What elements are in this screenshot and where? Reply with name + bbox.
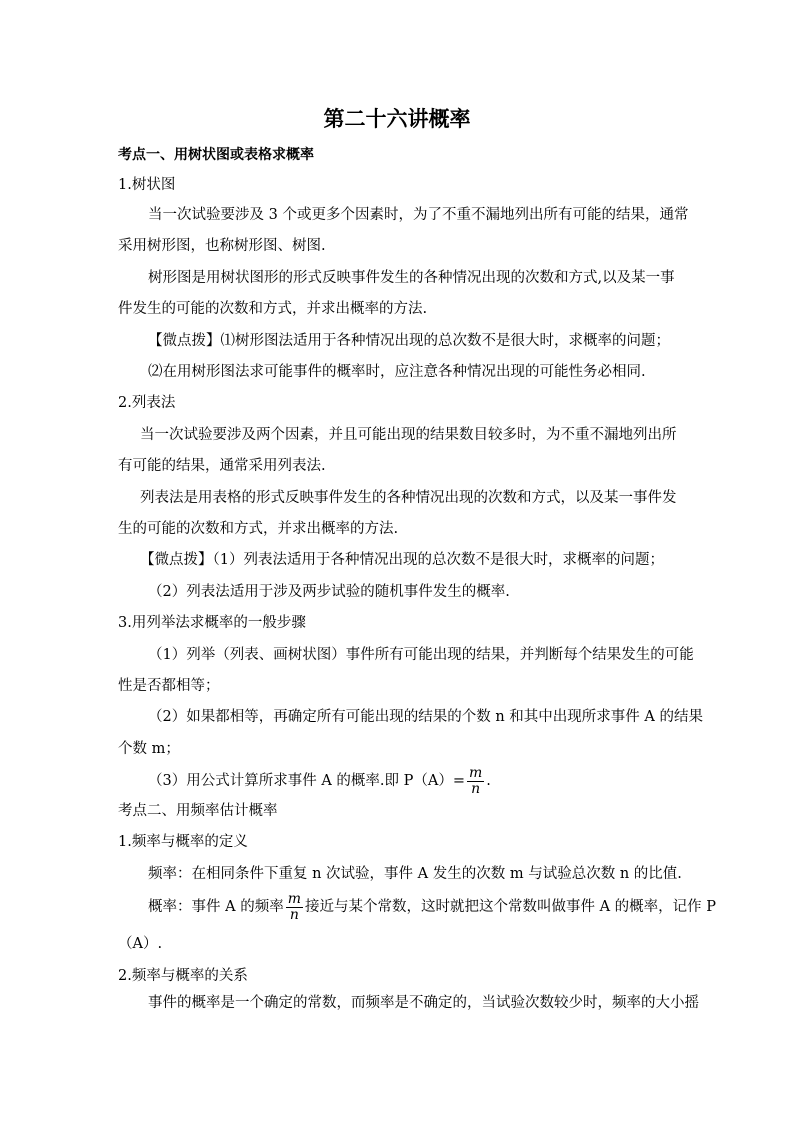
paragraph-line: 性是否都相等； [118,678,220,694]
fraction-m-over-n [286,892,303,923]
paragraph-line: 频率：在相同条件下重复 n 次试验，事件 A 发生的次数 m 与试验总次数 n 的比值. [148,866,682,882]
paragraph-line: 件发生的可能的次数和方式，并求出概率的方法. [118,301,428,317]
subheading-general-steps: 3.用列举法求概率的一般步骤 [118,615,306,631]
subheading-relationship: 2.频率与概率的关系 [118,968,248,984]
paragraph-line: 有可能的结果，通常采用列表法. [118,458,326,474]
paragraph-line: 当一次试验要涉及两个因素，并且可能出现的结果数目较多时，为不重不漏地列出所 [140,427,677,443]
subheading-definitions: 1.频率与概率的定义 [118,834,248,850]
paragraph-line: 个数 m； [118,741,180,757]
tip-line: 【微点拨】⑴树形图法适用于各种情况出现的总次数不是很大时，求概率的问题； [148,333,670,349]
paragraph-line: （1）列举（列表、画树状图）事件所有可能出现的结果，并判断每个结果发生的可能 [148,647,694,663]
paragraph-line: 采用树形图，也称树形图、树图. [118,238,326,254]
definition-text: 接近与某个常数，这时就把这个常数叫做事件 A 的概率，记作 P [304,899,717,915]
fraction-numerator: m [469,764,483,781]
formula-line [148,764,491,798]
tip-line: 【微点拨】（1）列表法适用于各种情况出现的总次数不是很大时，求概率的问题； [140,552,664,568]
section-heading-2: 考点二、用频率估计概率 [118,803,278,819]
tip-line: ⑵在用树形图法求可能事件的概率时，应注意各种情况出现的可能性务必相同. [148,364,646,380]
paragraph-line: 生的可能的次数和方式，并求出概率的方法. [118,521,399,537]
paragraph-line: 当一次试验要涉及 3 个或更多个因素时，为了不重不漏地列出所有可能的结果，通常 [148,207,689,223]
page-title: 第二十六讲概率 [323,106,471,131]
subheading-table-method: 2.列表法 [118,395,176,411]
subheading-tree-diagram: 1.树状图 [118,177,176,193]
paragraph-line: 列表法是用表格的形式反映事件发生的各种情况出现的次数和方式，以及某一事件发 [140,490,677,506]
probability-definition-line [148,889,716,925]
definition-text: 概率：事件 A 的频率 [148,899,284,915]
paragraph-line: （A）. [118,936,163,952]
tip-line: （2）列表法适用于涉及两步试验的随机事件发生的概率. [148,584,510,600]
fraction-denominator: n [289,906,299,923]
formula-period: . [486,773,491,789]
paragraph-line: （2）如果都相等，再确定所有可能出现的结果的个数 n 和其中出现所求事件 A 的结果 [148,709,703,725]
paragraph-line: 树形图是用树状图形的形式反映事件发生的各种情况出现的次数和方式,以及某一事 [148,270,675,286]
section-heading-1: 考点一、用树状图或表格求概率 [118,147,314,163]
formula-text: （3）用公式计算所求事件 A 的概率.即 P（A）= [148,773,466,789]
fraction-numerator: m [287,890,301,907]
fraction-denominator: n [471,780,481,797]
fraction-m-over-n [467,766,484,797]
paragraph-line: 事件的概率是一个确定的常数，而频率是不确定的，当试验次数较少时，频率的大小摇 [148,995,699,1011]
